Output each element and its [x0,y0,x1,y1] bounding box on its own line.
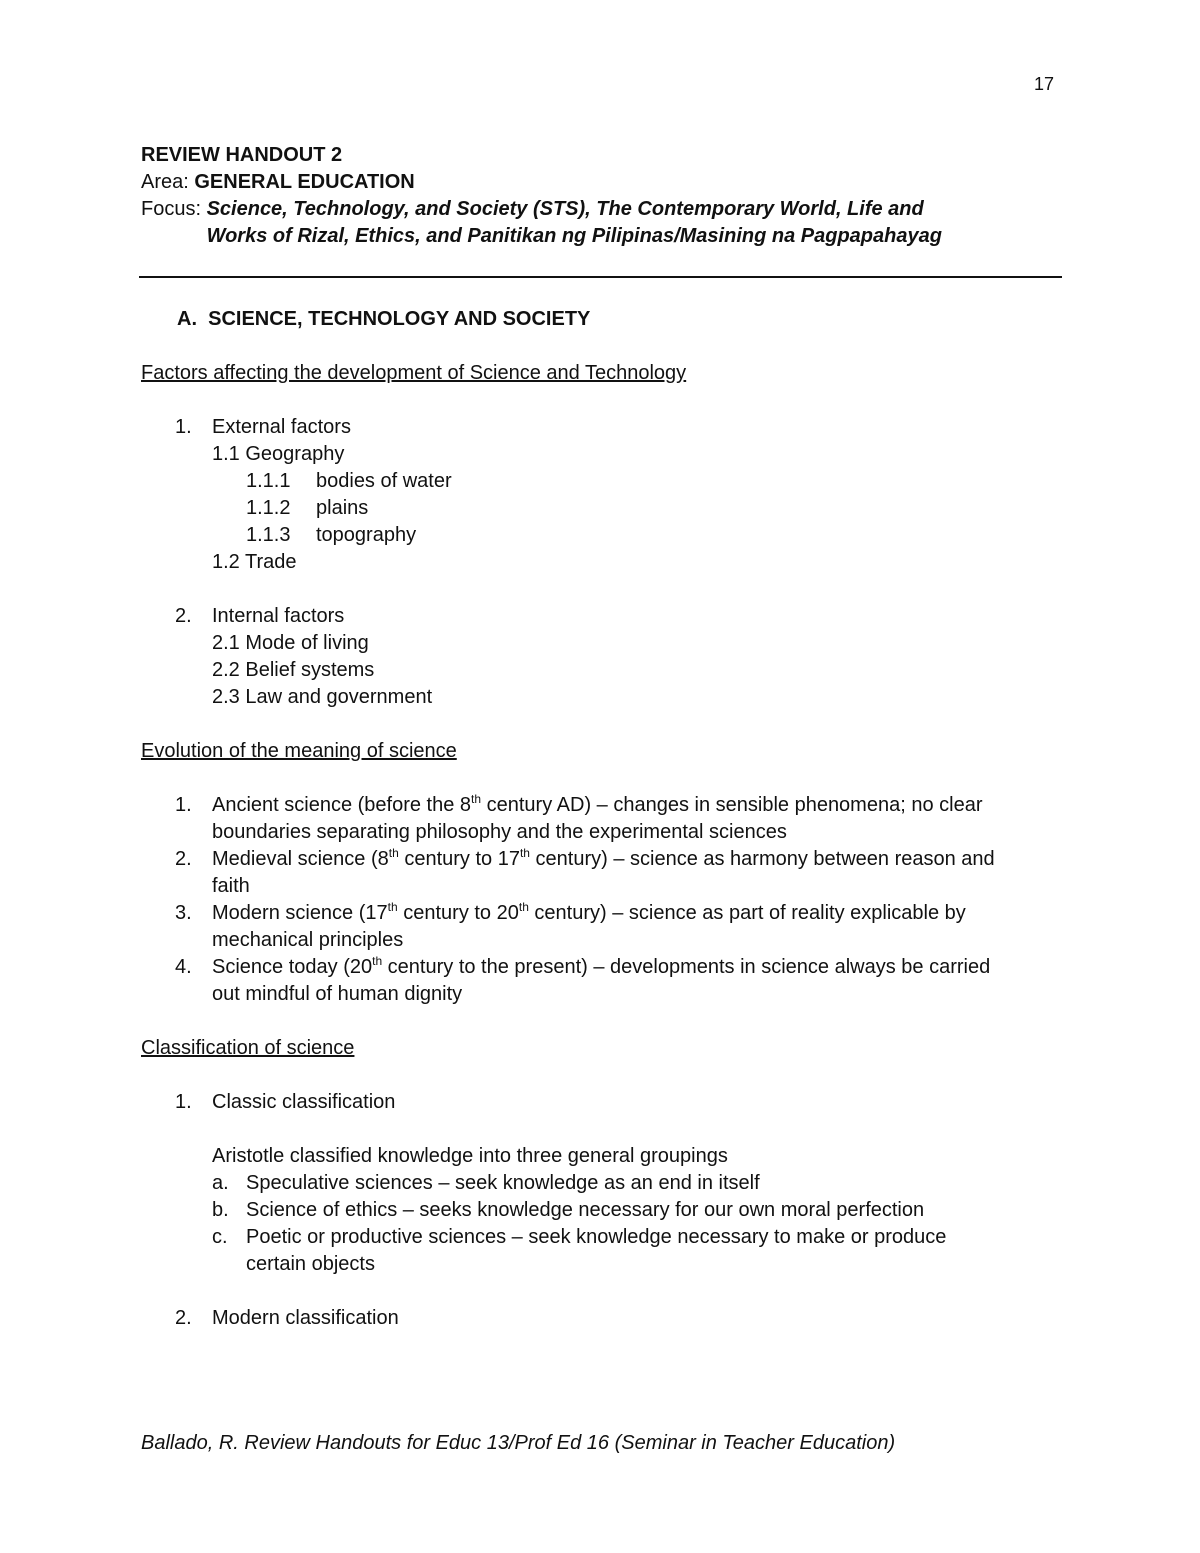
area-line [141,169,942,196]
list-item: 1.1.3 topography [246,524,417,546]
list-item: 2.1 Mode of living [212,632,369,654]
list-item: 2.3 Law and government [212,686,433,708]
list-item: 1.1.2 plains [246,497,369,519]
focus-text [207,196,942,250]
area-label: Area: [141,171,195,193]
horizontal-rule [139,276,1062,278]
footer-citation: Ballado, R. Review Handouts for Educ 13/Prof Ed 16 (Seminar in Teacher Education) [141,1432,896,1454]
focus-label: Focus: [141,198,207,220]
factors-heading: Factors affecting the development of Science and Technology [141,362,687,384]
page-number: 17 [1034,74,1055,94]
list-item: 3. Modern science (17th century to 20th century) – science as part of reality explicable by mechanical principles [175,900,966,951]
aristotle-text: Aristotle classified knowledge into three general groupings [212,1145,728,1167]
list-item: 1. Classic classification [175,1091,396,1113]
area-value: GENERAL EDUCATION [194,171,415,193]
list-item: a. Speculative sciences – seek knowledge as an end in itself [212,1172,760,1194]
list-item: 4. Science today (20th century to the present) – developments in science always be carried out mindful of human dignity [175,954,991,1005]
list-item: 1.1.1 bodies of water [246,470,452,492]
list-item: 2. Internal factors [175,605,345,627]
list-item: 2.2 Belief systems [212,659,375,681]
list-item: 1. Ancient science (before the 8th century AD) – changes in sensible phenomena; no clear boundaries separating philosophy and the experimental sciences [175,792,983,843]
classification-heading: Classification of science [141,1037,355,1059]
list-item: c. Poetic or productive sciences – seek knowledge necessary to make or produce certain objects [212,1226,947,1275]
handout-header [141,142,942,250]
handout-title: REVIEW HANDOUT 2 [141,144,343,166]
focus-line-1: Science, Technology, and Society (STS), The Contemporary World, Life and [206,198,924,220]
section-title: A. SCIENCE, TECHNOLOGY AND SOCIETY [177,308,591,330]
evolution-heading: Evolution of the meaning of science [141,740,457,762]
list-item: 1.1 Geography [212,443,345,465]
focus-line [141,196,942,250]
list-item: b. Science of ethics – seeks knowledge necessary for our own moral perfection [212,1199,925,1221]
list-item: 2. Medieval science (8th century to 17th century) – science as harmony between reason and faith [175,846,995,897]
focus-line-2: Works of Rizal, Ethics, and Panitikan ng Pilipinas/Masining na Pagpapahayag [206,225,942,247]
list-item: 2. Modern classification [175,1307,399,1329]
section-a [141,306,1071,1332]
list-item: 1. External factors [175,416,351,438]
list-item: 1.2 Trade [212,551,297,573]
